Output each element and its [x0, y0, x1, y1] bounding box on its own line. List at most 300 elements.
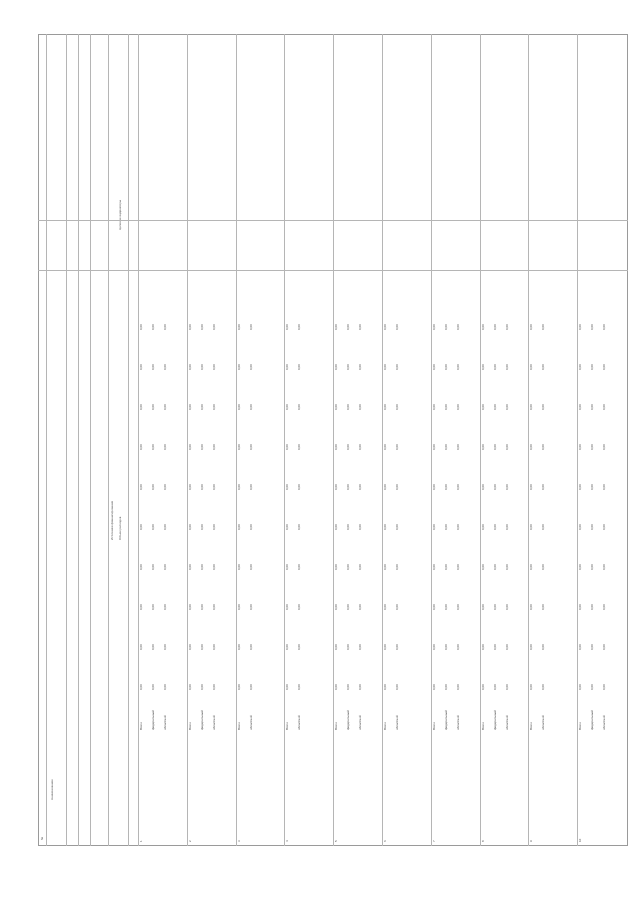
- value-cell: 0,00: [383, 484, 387, 490]
- value-cell: 0,00: [505, 484, 509, 490]
- value-cell: 0,00: [163, 684, 167, 690]
- value-cell: 0,00: [188, 524, 192, 530]
- value-cell: 0,00: [444, 364, 448, 370]
- value-cell: 0,00: [444, 564, 448, 570]
- value-cell: 0,00: [602, 324, 606, 330]
- value-cell: 0,00: [444, 644, 448, 650]
- value-cell: 0,00: [541, 524, 545, 530]
- value-cell: 0,00: [456, 684, 460, 690]
- value-cell: 0,00: [212, 684, 216, 690]
- value-cell: 0,00: [163, 604, 167, 610]
- value-cell: 0,00: [163, 484, 167, 490]
- value-cell: 0,00: [529, 684, 533, 690]
- value-cell: 0,00: [578, 564, 582, 570]
- value-cell: 0,00: [493, 324, 497, 330]
- value-cell: 0,00: [529, 524, 533, 530]
- value-cell: 0,00: [346, 564, 350, 570]
- value-cell: 0,00: [151, 444, 155, 450]
- value-cell: 0,00: [346, 484, 350, 490]
- value-cell: 0,00: [590, 324, 594, 330]
- source-label: областной: [456, 715, 460, 730]
- row-number: 4: [285, 840, 289, 842]
- value-cell: 0,00: [432, 324, 436, 330]
- column-divider: [66, 34, 67, 846]
- value-cell: 0,00: [395, 644, 399, 650]
- value-cell: 0,00: [188, 564, 192, 570]
- value-cell: 0,00: [541, 404, 545, 410]
- value-cell: 0,00: [481, 364, 485, 370]
- value-cell: 0,00: [285, 564, 289, 570]
- column-divider: [46, 34, 47, 846]
- value-cell: 0,00: [212, 484, 216, 490]
- row-number-header: №: [40, 836, 44, 840]
- value-cell: 0,00: [188, 444, 192, 450]
- value-cell: 0,00: [237, 324, 241, 330]
- value-cell: 0,00: [481, 604, 485, 610]
- value-cell: 0,00: [395, 484, 399, 490]
- value-cell: 0,00: [249, 684, 253, 690]
- value-cell: 0,00: [456, 604, 460, 610]
- value-cell: 0,00: [249, 484, 253, 490]
- value-cell: 0,00: [200, 324, 204, 330]
- value-cell: 0,00: [139, 644, 143, 650]
- value-cell: 0,00: [383, 604, 387, 610]
- name-header: Наименование: [50, 779, 54, 800]
- value-cell: 0,00: [151, 324, 155, 330]
- row-number: 7: [432, 840, 436, 842]
- value-cell: 0,00: [346, 404, 350, 410]
- value-cell: 0,00: [383, 684, 387, 690]
- source-label: областной: [249, 715, 253, 730]
- value-cell: 0,00: [358, 604, 362, 610]
- value-cell: 0,00: [432, 404, 436, 410]
- value-cell: 0,00: [249, 524, 253, 530]
- value-cell: 0,00: [285, 324, 289, 330]
- value-cell: 0,00: [249, 644, 253, 650]
- source-label: Всего: [139, 722, 143, 730]
- row-number: 5: [334, 840, 338, 842]
- value-cell: 0,00: [578, 484, 582, 490]
- value-cell: 0,00: [163, 524, 167, 530]
- value-cell: 0,00: [285, 444, 289, 450]
- value-cell: 0,00: [151, 644, 155, 650]
- value-cell: 0,00: [578, 404, 582, 410]
- value-cell: 0,00: [444, 484, 448, 490]
- value-cell: 0,00: [541, 364, 545, 370]
- value-cell: 0,00: [444, 404, 448, 410]
- value-cell: 0,00: [383, 644, 387, 650]
- value-cell: 0,00: [456, 404, 460, 410]
- value-cell: 0,00: [334, 564, 338, 570]
- value-cell: 0,00: [505, 444, 509, 450]
- value-cell: 0,00: [297, 484, 301, 490]
- value-cell: 0,00: [395, 564, 399, 570]
- value-cell: 0,00: [541, 564, 545, 570]
- value-cell: 0,00: [212, 364, 216, 370]
- value-cell: 0,00: [590, 444, 594, 450]
- value-cell: 0,00: [249, 444, 253, 450]
- value-cell: 0,00: [493, 484, 497, 490]
- value-cell: 0,00: [334, 364, 338, 370]
- value-cell: 0,00: [237, 644, 241, 650]
- source-label: областной: [505, 715, 509, 730]
- year-divider: [128, 34, 129, 846]
- value-cell: 0,00: [151, 364, 155, 370]
- source-label: Всего: [578, 722, 582, 730]
- value-cell: 0,00: [188, 484, 192, 490]
- value-cell: 0,00: [139, 524, 143, 530]
- value-cell: 0,00: [590, 684, 594, 690]
- value-cell: 0,00: [358, 364, 362, 370]
- value-cell: 0,00: [578, 604, 582, 610]
- value-cell: 0,00: [346, 604, 350, 610]
- value-cell: 0,00: [505, 324, 509, 330]
- source-label: федеральный: [200, 710, 204, 730]
- value-cell: 0,00: [358, 684, 362, 690]
- value-cell: 0,00: [505, 644, 509, 650]
- value-cell: 0,00: [505, 604, 509, 610]
- value-cell: 0,00: [590, 484, 594, 490]
- value-cell: 0,00: [602, 404, 606, 410]
- value-cell: 0,00: [578, 684, 582, 690]
- value-cell: 0,00: [395, 444, 399, 450]
- row-number: 2: [188, 840, 192, 842]
- value-cell: 0,00: [200, 444, 204, 450]
- value-cell: 0,00: [139, 444, 143, 450]
- row-number: 3: [237, 840, 241, 842]
- value-cell: 0,00: [200, 564, 204, 570]
- source-label: областной: [541, 715, 545, 730]
- value-cell: 0,00: [590, 524, 594, 530]
- value-cell: 0,00: [383, 364, 387, 370]
- value-cell: 0,00: [541, 444, 545, 450]
- source-label: федеральный: [493, 710, 497, 730]
- value-cell: 0,00: [481, 324, 485, 330]
- value-cell: 0,00: [602, 444, 606, 450]
- value-cell: 0,00: [188, 324, 192, 330]
- value-cell: 0,00: [590, 644, 594, 650]
- value-cell: 0,00: [285, 604, 289, 610]
- value-cell: 0,00: [200, 484, 204, 490]
- value-cell: 0,00: [358, 324, 362, 330]
- value-cell: 0,00: [505, 524, 509, 530]
- value-cell: 0,00: [529, 604, 533, 610]
- value-cell: 0,00: [358, 644, 362, 650]
- value-cell: 0,00: [481, 644, 485, 650]
- row-number: 6: [383, 840, 387, 842]
- value-cell: 0,00: [602, 364, 606, 370]
- value-cell: 0,00: [541, 604, 545, 610]
- value-cell: 0,00: [383, 324, 387, 330]
- value-cell: 0,00: [163, 404, 167, 410]
- value-cell: 0,00: [200, 684, 204, 690]
- value-cell: 0,00: [493, 564, 497, 570]
- source-label: областной: [163, 715, 167, 730]
- value-cell: 0,00: [151, 604, 155, 610]
- source-label: Всего: [383, 722, 387, 730]
- value-cell: 0,00: [346, 684, 350, 690]
- value-cell: 0,00: [200, 604, 204, 610]
- value-cell: 0,00: [285, 644, 289, 650]
- value-cell: 0,00: [395, 404, 399, 410]
- value-cell: 0,00: [456, 364, 460, 370]
- value-cell: 0,00: [212, 644, 216, 650]
- value-cell: 0,00: [212, 404, 216, 410]
- value-cell: 0,00: [481, 524, 485, 530]
- source-label: областной: [602, 715, 606, 730]
- value-cell: 0,00: [346, 444, 350, 450]
- value-cell: 0,00: [346, 324, 350, 330]
- sources-header: Источники финансирования: [110, 500, 114, 540]
- indicators-header: Целевые индикаторы: [118, 199, 122, 230]
- value-cell: 0,00: [505, 564, 509, 570]
- source-label: областной: [395, 715, 399, 730]
- value-cell: 0,00: [237, 484, 241, 490]
- value-cell: 0,00: [249, 604, 253, 610]
- value-cell: 0,00: [358, 444, 362, 450]
- value-cell: 0,00: [456, 484, 460, 490]
- value-cell: 0,00: [297, 564, 301, 570]
- value-cell: 0,00: [334, 484, 338, 490]
- value-cell: 0,00: [383, 524, 387, 530]
- value-cell: 0,00: [358, 564, 362, 570]
- value-cell: 0,00: [578, 644, 582, 650]
- column-divider: [108, 34, 109, 846]
- row-number: 10: [578, 838, 582, 842]
- value-cell: 0,00: [151, 524, 155, 530]
- value-cell: 0,00: [188, 684, 192, 690]
- value-cell: 0,00: [297, 364, 301, 370]
- value-cell: 0,00: [358, 404, 362, 410]
- source-label: федеральный: [444, 710, 448, 730]
- value-cell: 0,00: [237, 364, 241, 370]
- value-cell: 0,00: [590, 604, 594, 610]
- value-cell: 0,00: [151, 484, 155, 490]
- value-cell: 0,00: [200, 404, 204, 410]
- value-cell: 0,00: [383, 404, 387, 410]
- value-cell: 0,00: [456, 324, 460, 330]
- value-cell: 0,00: [590, 364, 594, 370]
- value-cell: 0,00: [541, 324, 545, 330]
- value-cell: 0,00: [139, 684, 143, 690]
- row-number: 1: [139, 840, 143, 842]
- value-cell: 0,00: [346, 364, 350, 370]
- value-cell: 0,00: [602, 604, 606, 610]
- value-cell: 0,00: [383, 564, 387, 570]
- value-cell: 0,00: [139, 324, 143, 330]
- value-cell: 0,00: [395, 364, 399, 370]
- value-cell: 0,00: [481, 564, 485, 570]
- column-divider: [78, 34, 79, 846]
- value-cell: 0,00: [151, 684, 155, 690]
- value-cell: 0,00: [285, 364, 289, 370]
- value-cell: 0,00: [529, 564, 533, 570]
- value-cell: 0,00: [456, 444, 460, 450]
- value-cell: 0,00: [249, 364, 253, 370]
- value-cell: 0,00: [529, 404, 533, 410]
- value-cell: 0,00: [395, 604, 399, 610]
- value-cell: 0,00: [541, 644, 545, 650]
- value-cell: 0,00: [188, 644, 192, 650]
- value-cell: 0,00: [212, 324, 216, 330]
- source-label: областной: [297, 715, 301, 730]
- row-number: 9: [529, 840, 533, 842]
- value-cell: 0,00: [493, 404, 497, 410]
- value-cell: 0,00: [578, 524, 582, 530]
- value-cell: 0,00: [297, 404, 301, 410]
- source-label: областной: [212, 715, 216, 730]
- value-cell: 0,00: [297, 524, 301, 530]
- value-cell: 0,00: [541, 684, 545, 690]
- value-cell: 0,00: [529, 484, 533, 490]
- value-cell: 0,00: [383, 444, 387, 450]
- value-cell: 0,00: [432, 484, 436, 490]
- value-cell: 0,00: [529, 444, 533, 450]
- value-cell: 0,00: [346, 524, 350, 530]
- value-cell: 0,00: [237, 404, 241, 410]
- value-cell: 0,00: [297, 684, 301, 690]
- row-number: 8: [481, 840, 485, 842]
- value-cell: 0,00: [212, 604, 216, 610]
- value-cell: 0,00: [529, 324, 533, 330]
- value-cell: 0,00: [200, 644, 204, 650]
- source-label: федеральный: [151, 710, 155, 730]
- value-cell: 0,00: [249, 404, 253, 410]
- value-cell: 0,00: [481, 444, 485, 450]
- value-cell: 0,00: [188, 364, 192, 370]
- value-cell: 0,00: [493, 604, 497, 610]
- value-cell: 0,00: [493, 444, 497, 450]
- value-cell: 0,00: [334, 524, 338, 530]
- value-cell: 0,00: [505, 364, 509, 370]
- value-cell: 0,00: [529, 364, 533, 370]
- value-cell: 0,00: [237, 444, 241, 450]
- column-divider: [90, 34, 91, 846]
- value-cell: 0,00: [493, 644, 497, 650]
- source-label: Всего: [188, 722, 192, 730]
- source-label: Всего: [285, 722, 289, 730]
- source-label: Всего: [334, 722, 338, 730]
- value-cell: 0,00: [346, 644, 350, 650]
- value-cell: 0,00: [334, 404, 338, 410]
- value-cell: 0,00: [334, 644, 338, 650]
- value-cell: 0,00: [297, 444, 301, 450]
- value-cell: 0,00: [432, 564, 436, 570]
- value-cell: 0,00: [493, 684, 497, 690]
- years-header: Объем расходов: [118, 516, 122, 540]
- value-cell: 0,00: [163, 644, 167, 650]
- value-cell: 0,00: [285, 524, 289, 530]
- value-cell: 0,00: [163, 444, 167, 450]
- value-cell: 0,00: [493, 364, 497, 370]
- value-cell: 0,00: [432, 444, 436, 450]
- source-label: Всего: [529, 722, 533, 730]
- value-cell: 0,00: [395, 524, 399, 530]
- value-cell: 0,00: [334, 684, 338, 690]
- value-cell: 0,00: [297, 324, 301, 330]
- value-cell: 0,00: [602, 644, 606, 650]
- value-cell: 0,00: [481, 404, 485, 410]
- value-cell: 0,00: [358, 484, 362, 490]
- value-cell: 0,00: [432, 524, 436, 530]
- value-cell: 0,00: [432, 364, 436, 370]
- value-cell: 0,00: [541, 484, 545, 490]
- value-cell: 0,00: [297, 644, 301, 650]
- value-cell: 0,00: [334, 324, 338, 330]
- value-cell: 0,00: [444, 684, 448, 690]
- source-label: федеральный: [346, 710, 350, 730]
- value-cell: 0,00: [237, 684, 241, 690]
- value-cell: 0,00: [188, 604, 192, 610]
- source-label: Всего: [432, 722, 436, 730]
- value-cell: 0,00: [529, 644, 533, 650]
- value-cell: 0,00: [578, 444, 582, 450]
- value-cell: 0,00: [358, 524, 362, 530]
- value-cell: 0,00: [505, 684, 509, 690]
- value-cell: 0,00: [297, 604, 301, 610]
- value-cell: 0,00: [151, 404, 155, 410]
- value-cell: 0,00: [334, 604, 338, 610]
- value-cell: 0,00: [237, 604, 241, 610]
- value-cell: 0,00: [188, 404, 192, 410]
- value-cell: 0,00: [432, 684, 436, 690]
- value-cell: 0,00: [493, 524, 497, 530]
- value-cell: 0,00: [578, 364, 582, 370]
- value-cell: 0,00: [139, 604, 143, 610]
- value-cell: 0,00: [212, 524, 216, 530]
- value-cell: 0,00: [163, 364, 167, 370]
- value-cell: 0,00: [590, 404, 594, 410]
- value-cell: 0,00: [395, 684, 399, 690]
- value-cell: 0,00: [602, 684, 606, 690]
- value-cell: 0,00: [602, 484, 606, 490]
- value-cell: 0,00: [200, 524, 204, 530]
- value-cell: 0,00: [139, 404, 143, 410]
- value-cell: 0,00: [444, 604, 448, 610]
- value-cell: 0,00: [444, 524, 448, 530]
- value-cell: 0,00: [602, 524, 606, 530]
- value-cell: 0,00: [237, 564, 241, 570]
- value-cell: 0,00: [163, 564, 167, 570]
- value-cell: 0,00: [444, 324, 448, 330]
- value-cell: 0,00: [590, 564, 594, 570]
- value-cell: 0,00: [456, 644, 460, 650]
- value-cell: 0,00: [602, 564, 606, 570]
- value-cell: 0,00: [578, 324, 582, 330]
- value-cell: 0,00: [395, 324, 399, 330]
- value-cell: 0,00: [200, 364, 204, 370]
- value-cell: 0,00: [432, 644, 436, 650]
- source-label: федеральный: [590, 710, 594, 730]
- value-cell: 0,00: [285, 404, 289, 410]
- value-cell: 0,00: [334, 444, 338, 450]
- source-label: областной: [358, 715, 362, 730]
- value-cell: 0,00: [139, 564, 143, 570]
- value-cell: 0,00: [444, 444, 448, 450]
- value-cell: 0,00: [163, 324, 167, 330]
- value-cell: 0,00: [285, 684, 289, 690]
- value-cell: 0,00: [151, 564, 155, 570]
- value-cell: 0,00: [505, 404, 509, 410]
- value-cell: 0,00: [139, 364, 143, 370]
- value-cell: 0,00: [212, 564, 216, 570]
- value-cell: 0,00: [237, 524, 241, 530]
- value-cell: 0,00: [249, 564, 253, 570]
- value-cell: 0,00: [481, 684, 485, 690]
- source-label: Всего: [481, 722, 485, 730]
- source-label: Всего: [237, 722, 241, 730]
- value-cell: 0,00: [212, 444, 216, 450]
